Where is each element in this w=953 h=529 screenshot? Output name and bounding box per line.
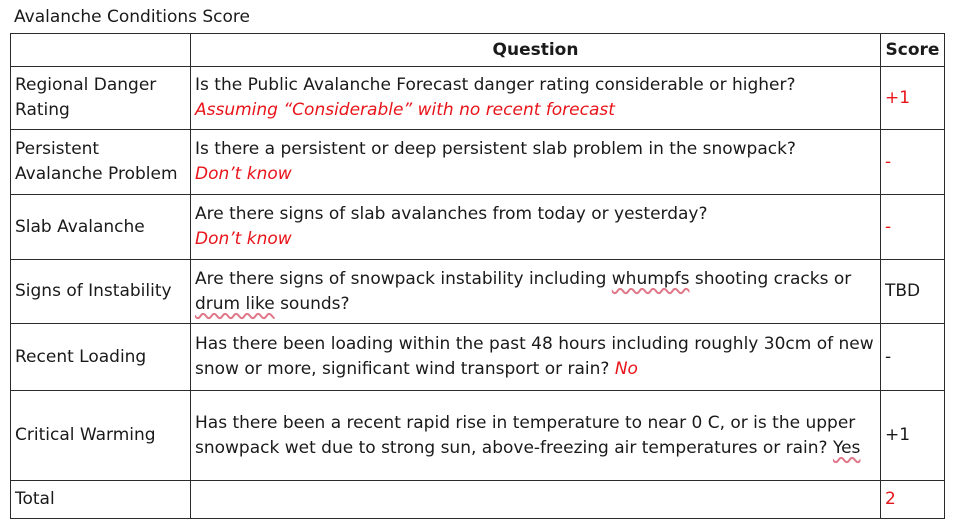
row-label: Regional Danger Rating	[11, 67, 191, 130]
row-label: Recent Loading	[11, 324, 191, 391]
row-score: -	[881, 324, 945, 391]
question-text: Is there a persistent or deep persistent slab problem in the snowpack?	[195, 139, 796, 160]
header-question: Question	[191, 34, 881, 67]
row-label: Signs of Instability	[11, 260, 191, 324]
total-score: 2	[881, 481, 945, 519]
row-question	[191, 260, 881, 324]
question-text: Has there been a recent rapid rise in temperature to near 0 C, or is the upper snowpack wet due to strong sun, above-freezing air temperatures or rain?	[195, 412, 856, 458]
avalanche-score-table	[10, 33, 945, 519]
table-caption: Avalanche Conditions Score	[14, 7, 251, 27]
question-text: shooting cracks or	[689, 268, 852, 289]
question-note: Don’t know	[195, 164, 292, 185]
header-label	[11, 34, 191, 67]
question-note: No	[614, 359, 638, 380]
total-label: Total	[11, 481, 191, 519]
question-note: Assuming “Considerable” with no recent forecast	[195, 100, 615, 121]
table-row	[11, 130, 945, 195]
header-row	[11, 34, 945, 67]
row-score: +1	[881, 67, 945, 130]
table-row	[11, 67, 945, 130]
row-score: +1	[881, 391, 945, 481]
table-row	[11, 260, 945, 324]
row-score: -	[881, 130, 945, 195]
row-question	[191, 391, 881, 481]
spellcheck-word: drum like	[195, 293, 275, 314]
row-label: Critical Warming	[11, 391, 191, 481]
question-text: Are there signs of slab avalanches from today or yesterday?	[195, 204, 708, 225]
row-label: Persistent Avalanche Problem	[11, 130, 191, 195]
total-value	[191, 481, 881, 519]
table-row	[11, 391, 945, 481]
row-question	[191, 130, 881, 195]
question-text: Are there signs of snowpack instability including	[195, 268, 612, 289]
row-label: Slab Avalanche	[11, 195, 191, 260]
row-question	[191, 67, 881, 130]
total-row	[11, 481, 945, 519]
question-text: Is the Public Avalanche Forecast danger rating considerable or higher?	[195, 75, 796, 96]
question-note: Don’t know	[195, 229, 292, 250]
row-score: TBD	[881, 260, 945, 324]
question-text: sounds?	[274, 293, 350, 314]
table-row	[11, 324, 945, 391]
spellcheck-word: whumpfs	[611, 268, 690, 289]
row-score: -	[881, 195, 945, 260]
question-answer: Yes	[832, 437, 861, 458]
table-row	[11, 195, 945, 260]
header-score: Score	[881, 34, 945, 67]
question-text: Has there been loading within the past 48 hours including roughly 30cm of new snow or more, significant wind transport or rain?	[195, 334, 874, 380]
row-question	[191, 195, 881, 260]
row-question	[191, 324, 881, 391]
